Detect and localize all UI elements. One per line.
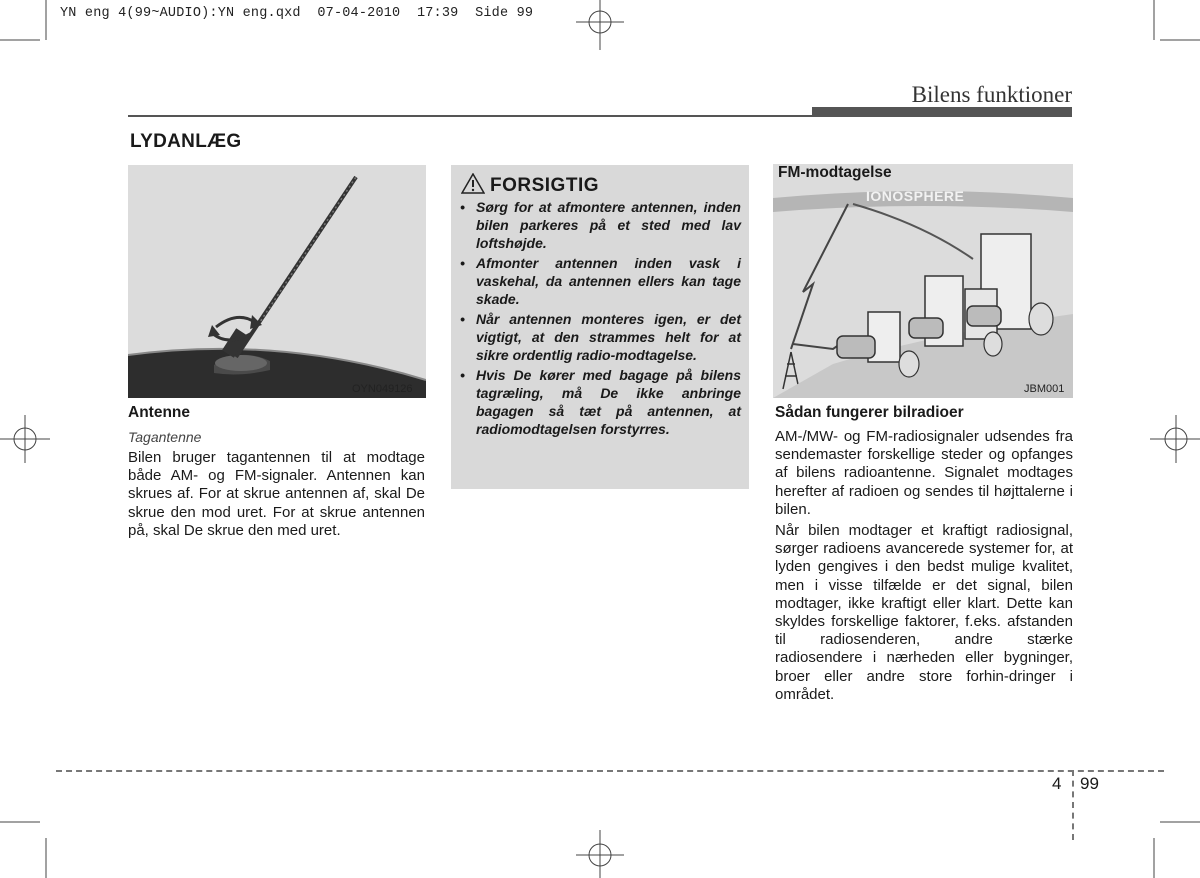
caution-item: • Hvis De kører med bagage på bilens tagræling, må De ikke anbringe bagagen så tæt på antennen, at radiomodtagelsen forstyrres. — [460, 367, 741, 437]
footer-rule — [56, 770, 1164, 772]
caution-title: FORSIGTIG — [490, 175, 599, 196]
print-slug: YN eng 4(99~AUDIO):YN eng.qxd 07-04-2010 17:39 Side 99 — [60, 6, 534, 21]
antenna-subheading: Tagantenne — [128, 429, 202, 445]
header-rule — [128, 115, 1072, 117]
page-number: 99 — [1080, 774, 1099, 793]
antenna-paragraph — [128, 449, 425, 540]
radio-heading: Sådan fungerer bilradioer — [775, 404, 964, 421]
figure-code-left: OYN049126 — [352, 383, 413, 395]
radio-body — [775, 428, 1073, 704]
antenna-illustration — [128, 165, 426, 398]
registration-mark-bottom — [576, 830, 624, 878]
ionosphere-label: IONOSPHERE — [866, 188, 965, 204]
registration-mark-right — [1150, 415, 1200, 463]
header-rule-bar — [812, 107, 1072, 115]
warning-triangle-icon — [461, 173, 485, 194]
chapter-title: Bilens funktioner — [911, 82, 1072, 107]
caution-item: • Afmonter antennen inden vask i vaskehal, da antennen ellers kan tage skade. — [460, 255, 741, 307]
radio-paragraph: AM-/MW- og FM-radiosignaler udsendes fra sendemaster forskellige steder og opfanges af bilens radioantenne. Signalet modtages herefter af radioen og sendes til højttalerne i bilen. — [775, 428, 1073, 518]
footer-divider — [1072, 770, 1074, 840]
figure-code-right: JBM001 — [1024, 383, 1065, 395]
radio-paragraph: Når bilen modtager et kraftigt radiosignal, sørger radioens avancerede systemer for, at lyden gengives i den bedst mulige kvalitet, men i visse tilfælde er det signal, bilen modtager, ikke kraftigt eller klart. Dette kan skyldes forskellige faktorer, f.eks. afstanden til radiosenderen, andre stærke radiosendere i nærheden eller bygninger, broer eller andre store forhin-dringer i området. — [775, 522, 1073, 703]
fm-figure-title: FM-modtagelse — [778, 164, 892, 181]
registration-mark-top — [576, 0, 624, 50]
section-heading: LYDANLÆG — [130, 131, 242, 152]
caution-item: • Når antennen monteres igen, er det vigtigt, at den strammes helt for at sikre ordentlig radio-modtagelse. — [460, 311, 741, 363]
caution-item: • Sørg for at afmontere antennen, inden bilen parkeres på et sted med lav loftshøjde. — [460, 199, 741, 251]
registration-mark-left — [0, 415, 50, 463]
caution-list — [460, 198, 741, 440]
chapter-number: 4 — [1052, 774, 1062, 793]
antenna-paragraph-text: Bilen bruger tagantennen til at modtage både AM- og FM-signaler. Antennen kan skrues af. For at skrue antennen af, skal De skrue den mod uret. For at skrue antennen på, skal De skrue den med uret. — [128, 449, 425, 539]
antenna-heading: Antenne — [128, 404, 190, 421]
